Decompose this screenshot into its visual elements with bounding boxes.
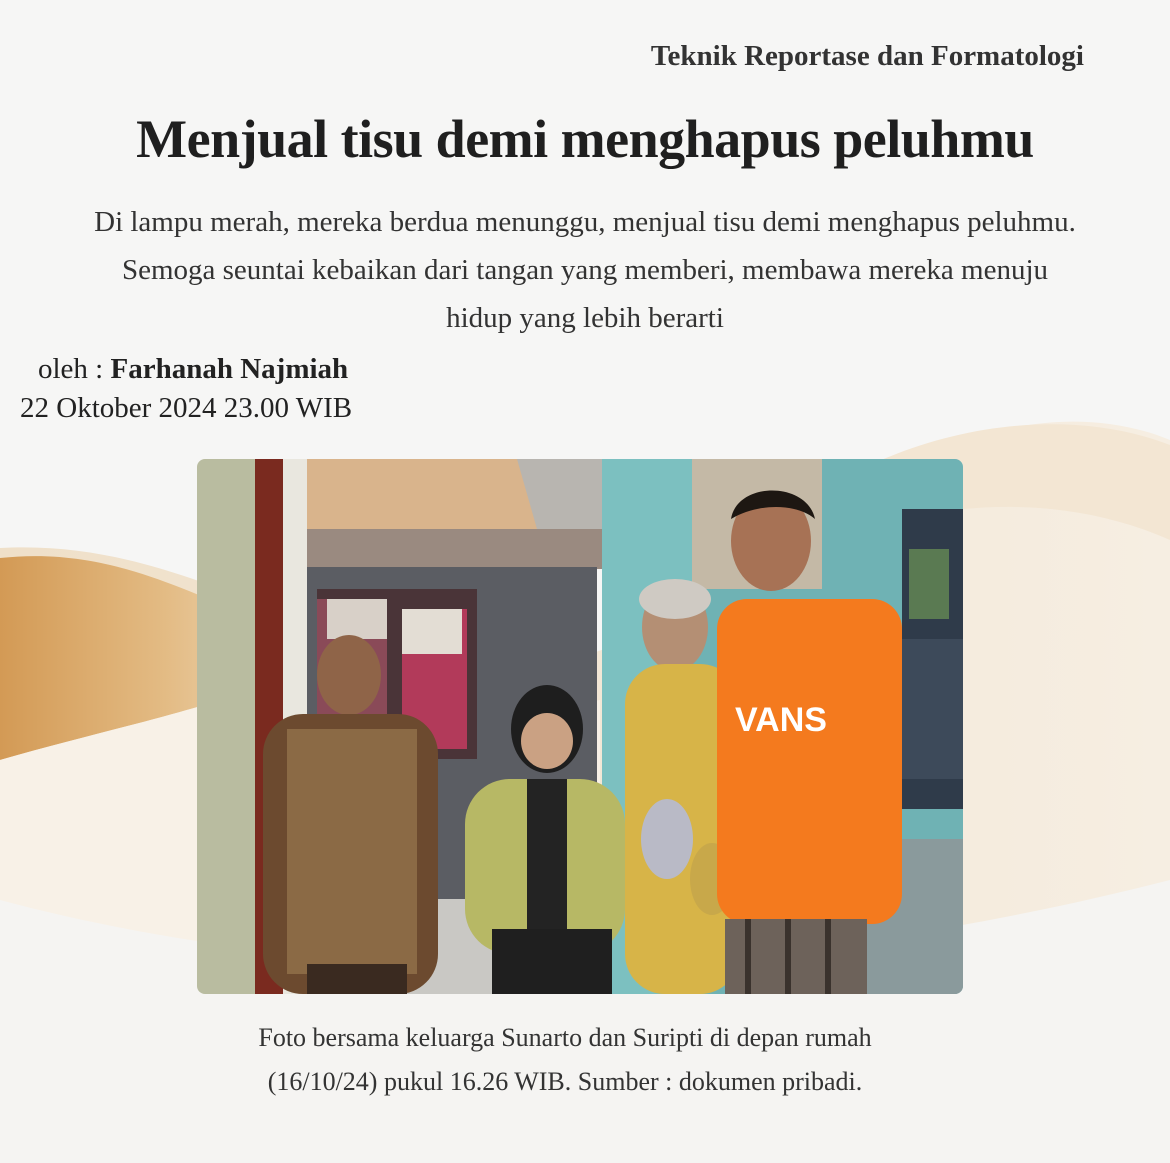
lede-line: Semoga seuntai kebaikan dari tangan yang memberi, membawa mereka menuju — [121, 254, 1049, 286]
shirt-logo-text: VANS — [735, 701, 827, 739]
lede-line: hidup yang lebih berarti — [446, 302, 724, 334]
byline-prefix: oleh : — [38, 353, 111, 385]
family-photo — [197, 459, 963, 994]
article-title: Menjual tisu demi menghapus peluhmu — [136, 109, 1034, 169]
byline — [38, 353, 348, 386]
caption-line: (16/10/24) pukul 16.26 WIB. Sumber : dokumen pribadi. — [267, 1067, 863, 1096]
publish-date: 22 Oktober 2024 23.00 WIB — [20, 392, 353, 424]
photo-caption — [0, 1016, 1130, 1104]
lede-line: Di lampu merah, mereka berdua menunggu, menjual tisu demi menghapus peluhmu. — [94, 206, 1076, 238]
course-name: Teknik Reportase dan Formatologi — [650, 40, 1084, 72]
article-lede — [0, 198, 1170, 342]
author-name: Farhanah Najmiah — [110, 353, 349, 385]
caption-line: Foto bersama keluarga Sunarto dan Suripti di depan rumah — [258, 1023, 872, 1052]
